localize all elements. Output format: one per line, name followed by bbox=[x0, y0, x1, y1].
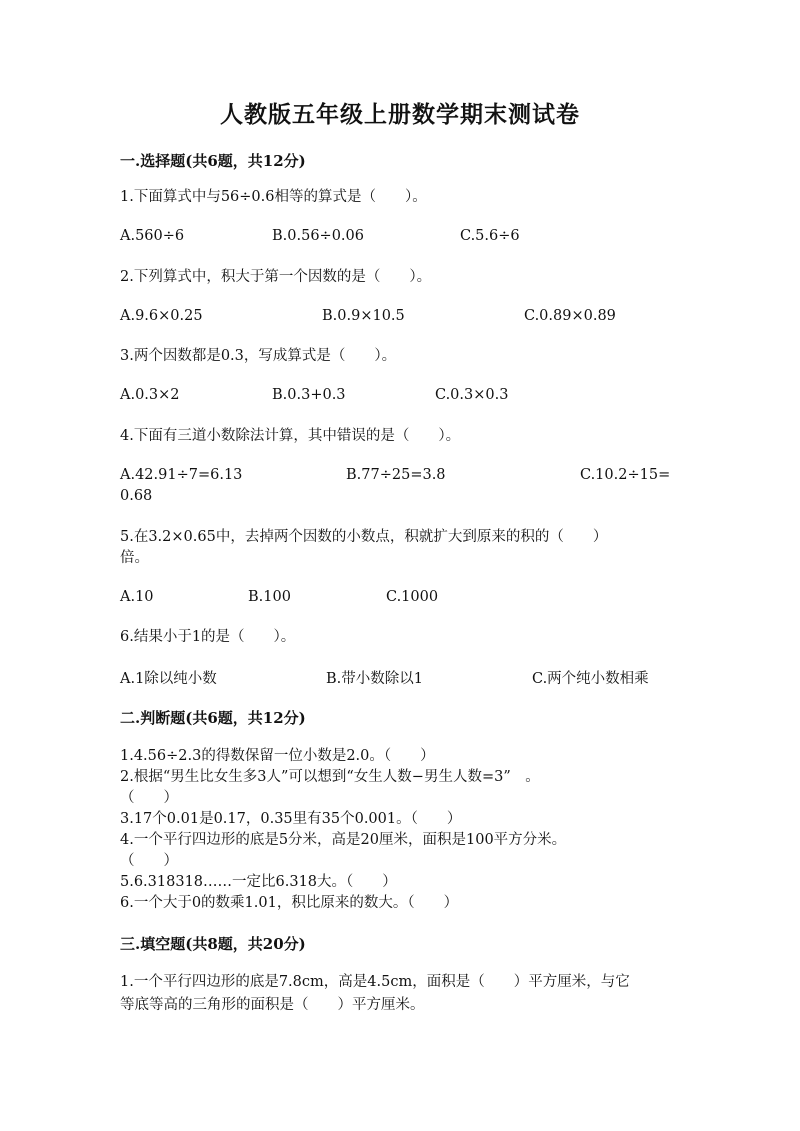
statement-line: 1.4.56÷2.3的得数保留一位小数是2.0。（ ） bbox=[120, 748, 435, 764]
option-b: B.0.3+0.3 bbox=[272, 387, 346, 403]
question-text: 5.在3.2×0.65中，去掉两个因数的小数点，积就扩大到原来的积的（ ） bbox=[120, 529, 608, 545]
question-text-continued: 倍。 bbox=[120, 550, 149, 566]
option-b: B.77÷25=3.8 bbox=[346, 467, 446, 483]
option-a: A.1除以纯小数 bbox=[120, 671, 217, 687]
question-text: 3.两个因数都是0.3，写成算式是（ ）。 bbox=[120, 348, 397, 364]
statement-line: 5.6.318318……一定比6.318大。（ ） bbox=[120, 874, 397, 890]
option-a: A.9.6×0.25 bbox=[120, 308, 203, 324]
section-heading-choice: 一.选择题(共6题，共12分) bbox=[120, 152, 306, 170]
option-c: C.5.6÷6 bbox=[460, 228, 520, 244]
option-a: A.42.91÷7=6.13 bbox=[120, 467, 243, 483]
option-a: A.560÷6 bbox=[120, 228, 185, 244]
option-b: B.带小数除以1 bbox=[326, 671, 423, 687]
question-text: 1.下面算式中与56÷0.6相等的算式是（ ）。 bbox=[120, 189, 427, 205]
section-heading-judgement: 二.判断题(共6题，共12分) bbox=[120, 709, 306, 727]
statement-line: 6.一个大于0的数乘1.01，积比原来的数大。（ ） bbox=[120, 895, 459, 911]
statement-line: （ ） bbox=[120, 790, 178, 806]
question-text: 6.结果小于1的是（ ）。 bbox=[120, 629, 296, 645]
option-c: C.1000 bbox=[386, 589, 439, 605]
option-a: A.10 bbox=[120, 589, 154, 605]
fill-in-line: 等底等高的三角形的面积是（ ）平方厘米。 bbox=[120, 997, 425, 1013]
fill-in-line: 1.一个平行四边形的底是7.8cm，高是4.5cm，面积是（ ）平方厘米，与它 bbox=[120, 974, 630, 990]
statement-line: 3.17个0.01是0.17，0.35里有35个0.001。（ ） bbox=[120, 811, 462, 827]
question-text: 4.下面有三道小数除法计算，其中错误的是（ ）。 bbox=[120, 428, 461, 444]
question-text: 2.下列算式中，积大于第一个因数的是（ ）。 bbox=[120, 269, 432, 285]
statement-line: （ ） bbox=[120, 853, 178, 869]
option-c: C.0.3×0.3 bbox=[435, 387, 509, 403]
option-b: B.100 bbox=[248, 589, 291, 605]
section-heading-fill-in: 三.填空题(共8题，共20分) bbox=[120, 935, 306, 953]
option-c: C.两个纯小数相乘 bbox=[532, 671, 649, 687]
option-b: B.0.9×10.5 bbox=[322, 308, 405, 324]
statement-line: 2.根据“男生比女生多3人”可以想到“女生人数−男生人数=3” 。 bbox=[120, 769, 540, 785]
statement-line: 4.一个平行四边形的底是5分米，高是20厘米，面积是100平方分米。 bbox=[120, 832, 567, 848]
option-a: A.0.3×2 bbox=[120, 387, 180, 403]
page-title: 人教版五年级上册数学期末测试卷 bbox=[220, 101, 580, 128]
option-b: B.0.56÷0.06 bbox=[272, 228, 364, 244]
option-c: C.0.89×0.89 bbox=[524, 308, 616, 324]
option-c: C.10.2÷15= bbox=[580, 467, 671, 483]
option-c-continued: 0.68 bbox=[120, 488, 153, 504]
